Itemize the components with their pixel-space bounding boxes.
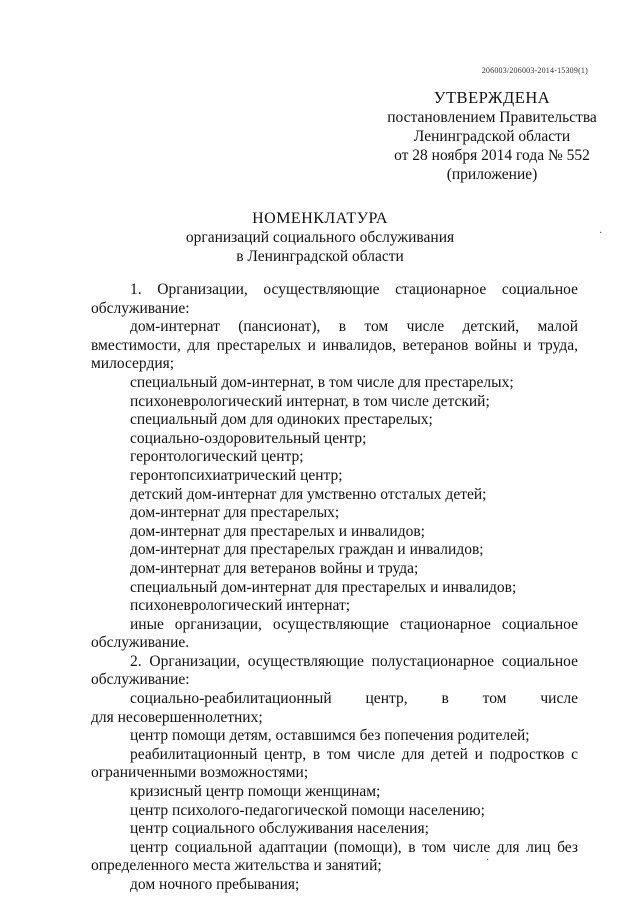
list-item [91,690,578,709]
list-item: дом-интернат для престарелых; [130,504,340,522]
list-item-word: том [482,690,507,708]
list-item: специальный дом-интернат для престарелых и инвалидов; [130,578,517,596]
document-id: 206003/206003-2014-15309(1) [481,66,588,75]
section-heading: 1. Организации, осуществляющие стационарное социальное обслуживание: [91,281,578,317]
list-item: психоневрологический интернат; [130,597,351,615]
title-subtitle: в Ленинградской области [236,248,404,265]
list-item: центр социального обслуживания населения; [130,820,429,838]
approval-date: от 28 ноября 2014 года № 552 [394,147,590,164]
section-heading: 2. Организации, осуществляющие полустационарное социальное обслуживание: [91,652,578,689]
list-item: кризисный центр помощи женщинам; [130,783,381,801]
list-item: детский дом-интернат для умственно отсталых детей; [130,485,487,503]
list-item-word: в [441,690,449,708]
list-item: психоневрологический интернат, в том числе детский; [130,392,490,410]
approval-stamp [382,88,602,184]
list-item: центр социальной адаптации (помощи), в том числе для лиц без определенного места жительства и занятий; [91,838,578,875]
title-subtitle: организаций социального обслуживания [185,229,455,246]
list-item: геронтологический центр; [130,448,304,466]
list-item: реабилитационный центр, в том числе для детей и подростков с ограниченными возможностями; [91,745,578,782]
list-item-continuation: для несовершеннолетних; [91,708,263,726]
list-item: дом-интернат для ветеранов войны и труда; [130,559,419,577]
list-item: дом-интернат для престарелых граждан и инвалидов; [130,541,484,559]
scan-mark: · [599,228,603,239]
document-title [0,209,640,266]
list-item-word: социально-реабилитационный [130,690,332,708]
approval-note: (приложение) [446,166,538,183]
list-item-word: числе [540,690,578,708]
list-item: дом ночного пребывания; [130,876,300,893]
list-item: дом-интернат для престарелых и инвалидов; [130,522,425,540]
list-item-word: центр, [365,690,408,708]
list-item: социально-оздоровительный центр; [130,429,367,447]
list-item: центр помощи детям, оставшимся без попечения родителей; [130,727,530,745]
list-item: специальный дом-интернат, в том числе для престарелых; [130,373,514,391]
approval-heading: УТВЕРЖДЕНА [433,88,551,107]
document-body [91,281,578,895]
list-item: геронтопсихиатрический центр; [130,466,343,484]
list-item: специальный дом для одиноких престарелых; [130,411,433,429]
list-item: дом-интернат (пансионат), в том числе детский, малой вместимости, для престарелых и инвалидов, ветеранов войны и труда, милосердия; [91,318,578,373]
title-main: НОМЕНКЛАТУРА [252,210,388,227]
approval-line: постановлением Правительства [387,109,597,126]
scan-mark: · [486,855,490,866]
list-item: центр психолого-педагогической помощи населению; [130,801,485,819]
approval-line: Ленинградской области [413,128,571,145]
list-item: иные организации, осуществляющие стационарное социальное обслуживание. [91,615,578,652]
